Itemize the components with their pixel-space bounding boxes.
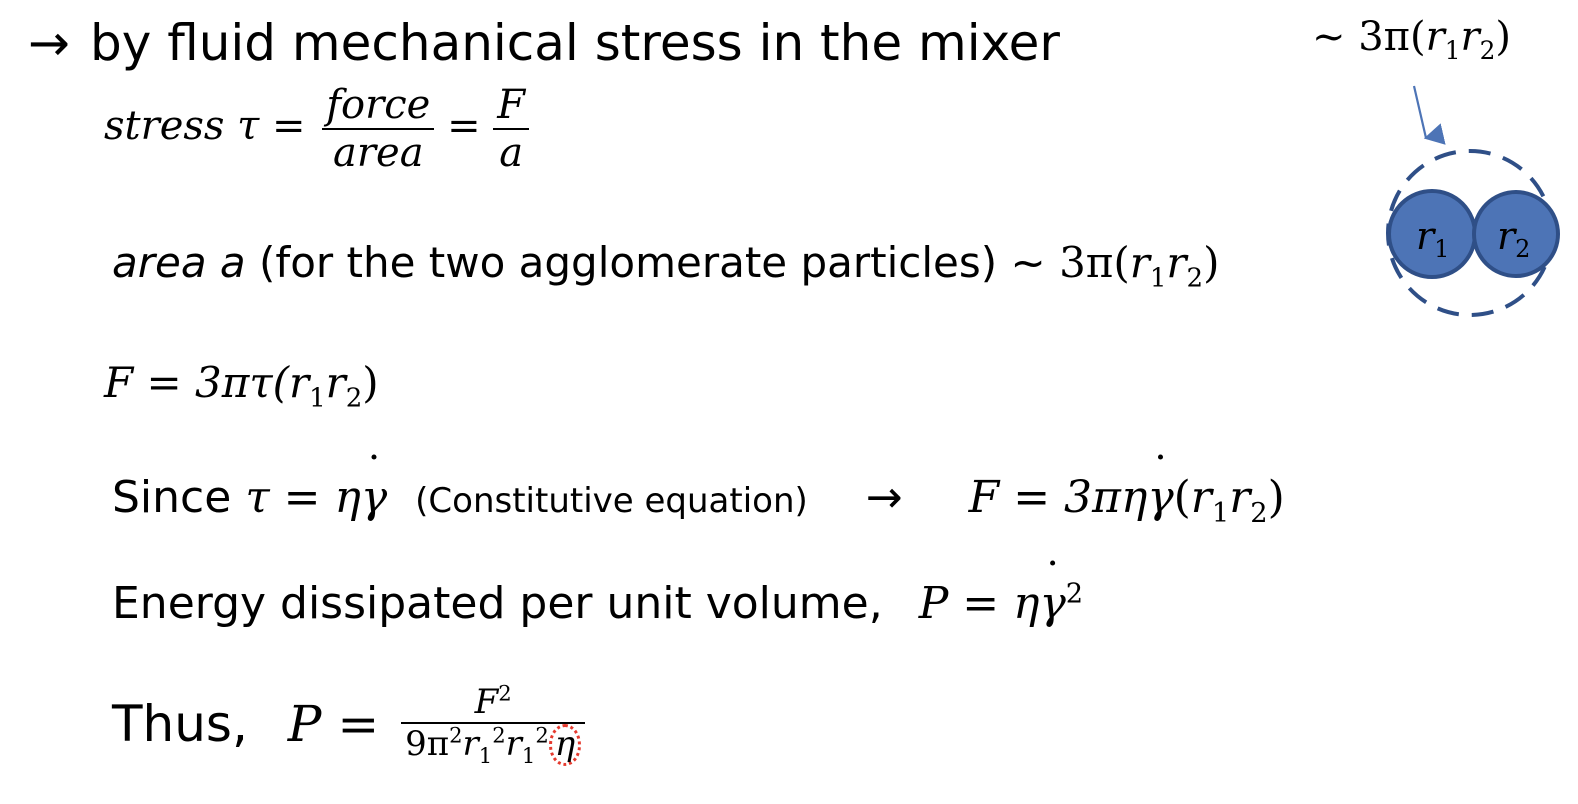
r1-label: r [1416, 214, 1435, 258]
particle-diagram [1370, 76, 1570, 326]
thus-line: Thus, P = $\frac{F^2}{9\pi^2r_1^2r_1^2 \eta}$ [112, 682, 585, 766]
r2-label: r [1497, 214, 1516, 258]
heading [28, 14, 1060, 72]
arrow-icon: → [865, 472, 903, 523]
area-annotation: ~ $3\pi(r_1r_2)$ [1312, 14, 1511, 65]
eta-highlight: η [549, 724, 581, 766]
energy-line: Energy dissipated per unit volume, P = η˙ $\gamma^2$ [112, 578, 1083, 629]
heading-text: by fluid mechanical stress in the mixer [90, 14, 1060, 72]
force-equation: $F = 3\pi\tau(r_1r_2)$ [104, 358, 379, 414]
svg-text:r1: $r_1$ [1416, 214, 1450, 263]
area-definition: area a (for the two agglomerate particles) ~ $3\pi(r_1r_2)$ [112, 238, 1220, 294]
stress-equation: stress τ = $\frac{\text{force}}{\text{area}}$ = $\frac{F}{a}$ [104, 82, 529, 176]
particle-r2 [1474, 192, 1558, 276]
since-line: Since τ = η˙ γ (Constitutive equation) → F = 3πη˙ $\gamma(r_1r_2)$ [112, 472, 1285, 523]
pointer-arrow [1414, 86, 1426, 138]
arrow-icon: → [28, 14, 70, 72]
svg-text:r2: $r_2$ [1497, 214, 1531, 263]
